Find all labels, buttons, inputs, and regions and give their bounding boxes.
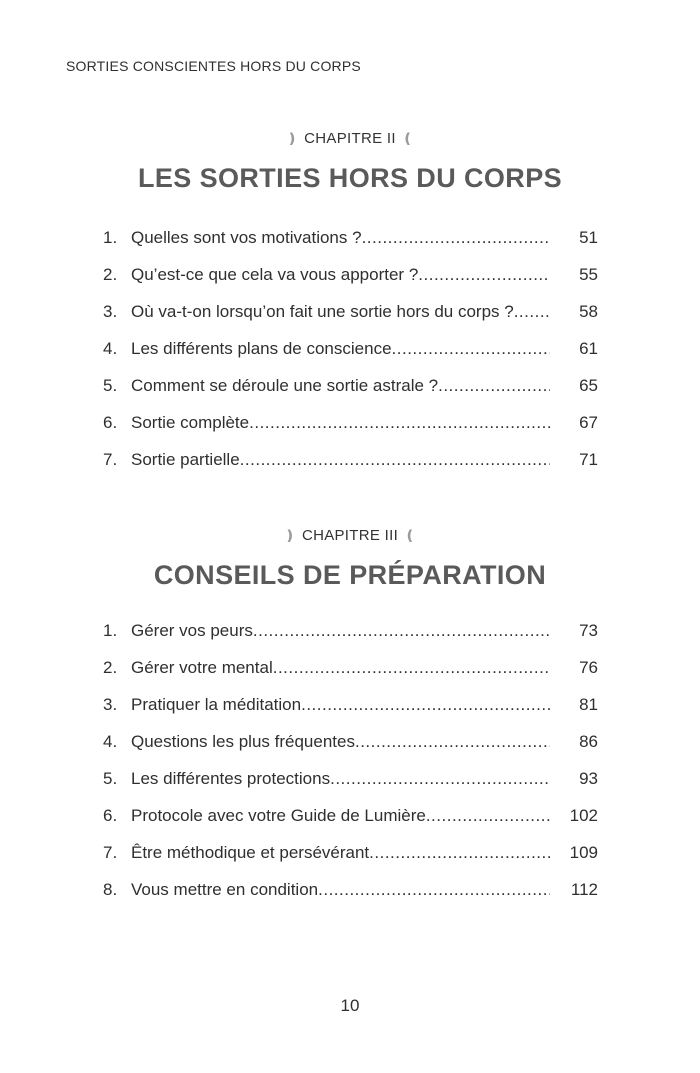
toc-entry-title: Où va-t-on lorsqu’on fait une sortie hors du corps ? ..... [131, 302, 550, 322]
toc-entry-title: Qu’est-ce que cela va vous apporter ? ..... [131, 265, 550, 285]
toc-entry-number: 8. [103, 880, 118, 899]
toc-entry-number: 3. [103, 302, 118, 321]
toc-entry-title: Vous mettre en condition ..... [131, 880, 550, 900]
toc-entry-number: 5. [103, 376, 118, 395]
toc-entry-number: 4. [103, 339, 118, 358]
toc-entry-page: 61 [579, 339, 598, 358]
ornament-left-icon: ❫ [286, 130, 299, 146]
toc-entry-number: 2. [103, 658, 118, 677]
toc-entry[interactable] [103, 228, 598, 265]
toc-entry-number: 6. [103, 413, 118, 432]
chapter-label-text: CHAPITRE II [304, 130, 396, 147]
toc-entry-number: 7. [103, 843, 118, 862]
toc-entry-title: Sortie partielle ..... [131, 450, 550, 470]
toc-entry[interactable] [103, 658, 598, 695]
toc-entry-title: Les différents plans de conscience ..... [131, 339, 550, 359]
toc-entry[interactable] [103, 621, 598, 658]
toc-entry-page: 112 [570, 880, 598, 899]
toc-entry-page: 109 [569, 843, 598, 862]
toc-entry-page: 81 [579, 695, 598, 714]
toc-entry[interactable] [103, 302, 598, 339]
toc-entry[interactable] [103, 769, 598, 806]
chapter-label [0, 527, 700, 544]
toc-entry[interactable] [103, 376, 598, 413]
toc-entry-page: 86 [579, 732, 598, 751]
toc-entry-page: 93 [579, 769, 598, 788]
toc-entry-number: 3. [103, 695, 118, 714]
toc-entry[interactable] [103, 843, 598, 880]
page-number: 10 [340, 996, 360, 1015]
toc-entry-title: Gérer votre mental ..... [131, 658, 550, 678]
toc-entry-number: 2. [103, 265, 118, 284]
ornament-right-icon: ❪ [404, 527, 417, 543]
toc-entry[interactable] [103, 339, 598, 376]
toc-entry-page: 67 [579, 413, 598, 432]
toc-entry-number: 1. [103, 228, 118, 247]
toc-entry-title: Les différentes protections ..... [131, 769, 550, 789]
toc-entry-title: Pratiquer la méditation ..... [131, 695, 550, 715]
chapter-label-text: CHAPITRE III [301, 527, 399, 544]
ornament-left-icon: ❫ [283, 527, 296, 543]
toc-entry-page: 65 [579, 376, 598, 395]
toc-entry-page: 51 [579, 228, 598, 247]
toc-entry[interactable] [103, 265, 598, 302]
toc-entry-title: Gérer vos peurs ..... [131, 621, 550, 641]
toc-entry-title: Questions les plus fréquentes ..... [131, 732, 550, 752]
toc-entry-page: 71 [579, 450, 598, 469]
toc-entry[interactable] [103, 413, 598, 450]
toc-entry-title: Protocole avec votre Guide de Lumière ..... [131, 806, 550, 826]
toc-entry-title: Comment se déroule une sortie astrale ? ..... [131, 376, 550, 396]
toc-entry-number: 1. [103, 621, 118, 640]
toc-entry-page: 58 [579, 302, 598, 321]
chapter-label [0, 130, 700, 147]
chapter-title: LES SORTIES HORS DU CORPS [137, 163, 563, 193]
toc-list-chapter-2 [103, 228, 598, 487]
toc-entry-title: Sortie complète ..... [131, 413, 550, 433]
toc-entry-number: 7. [103, 450, 118, 469]
toc-entry-title: Quelles sont vos motivations ? ..... [131, 228, 550, 248]
running-header: SORTIES CONSCIENTES HORS DU CORPS [66, 58, 361, 74]
toc-entry[interactable] [103, 880, 598, 917]
ornament-right-icon: ❪ [401, 130, 414, 146]
toc-entry-page: 102 [569, 806, 598, 825]
toc-entry[interactable] [103, 732, 598, 769]
toc-entry-page: 73 [579, 621, 598, 640]
chapter-heading-3 [0, 527, 700, 591]
toc-entry[interactable] [103, 450, 598, 487]
toc-entry-number: 5. [103, 769, 118, 788]
toc-list-chapter-3 [103, 621, 598, 917]
chapter-title: CONSEILS DE PRÉPARATION [153, 560, 547, 590]
toc-entry-number: 4. [103, 732, 118, 751]
toc-entry[interactable] [103, 806, 598, 843]
toc-entry-page: 55 [579, 265, 598, 284]
toc-entry-title: Être méthodique et persévérant ..... [131, 843, 550, 863]
chapter-heading-2 [0, 130, 700, 194]
toc-entry-number: 6. [103, 806, 118, 825]
toc-entry-page: 76 [579, 658, 598, 677]
toc-entry[interactable] [103, 695, 598, 732]
